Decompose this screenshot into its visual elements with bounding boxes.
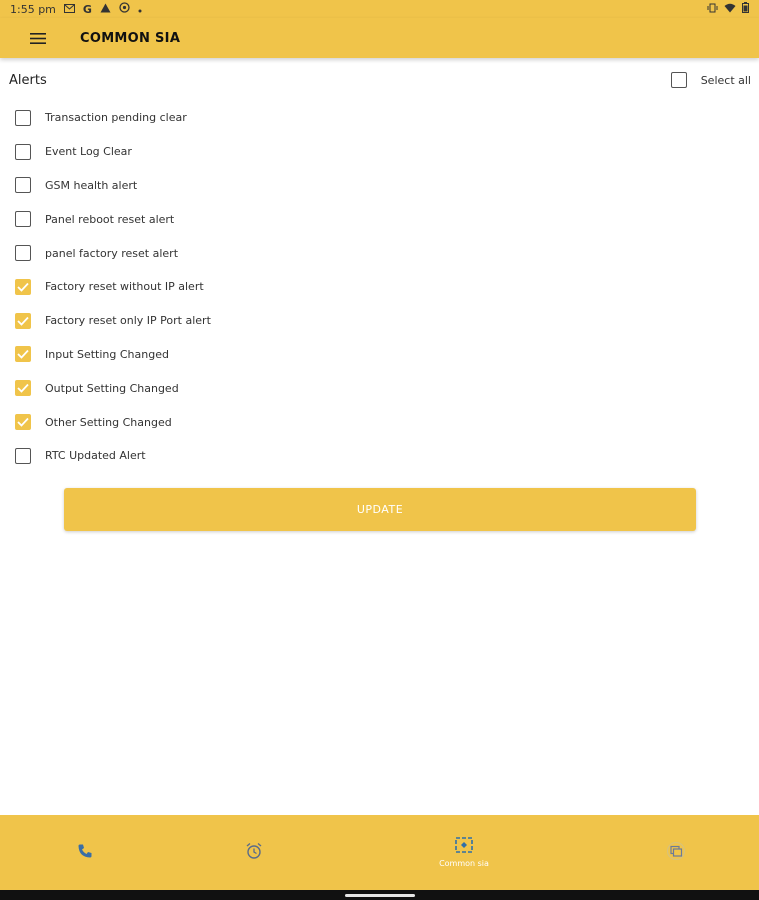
alert-item[interactable] [0, 202, 759, 236]
alert-item[interactable] [0, 270, 759, 304]
nav-item-common-sia[interactable] [424, 815, 504, 890]
alert-checkbox[interactable] [15, 110, 31, 126]
alert-label: Transaction pending clear [45, 111, 187, 125]
alert-label: Event Log Clear [45, 145, 132, 159]
alert-label: Input Setting Changed [45, 347, 169, 361]
status-right [707, 2, 749, 16]
alert-checkbox[interactable] [15, 279, 31, 295]
alert-checkbox[interactable] [15, 380, 31, 396]
alert-label: Other Setting Changed [45, 415, 172, 429]
select-all-label: Select all [700, 73, 751, 87]
alert-checkbox[interactable] [15, 414, 31, 430]
dot-icon [138, 3, 142, 16]
alert-checkbox[interactable] [15, 245, 31, 261]
battery-icon [742, 2, 749, 16]
vibrate-icon [707, 3, 718, 16]
alert-label: Factory reset without IP alert [45, 280, 204, 294]
alarm-clock-icon [245, 842, 263, 864]
update-button[interactable]: UPDATE [64, 488, 696, 531]
alert-checkbox[interactable] [15, 346, 31, 362]
nav-label-common-sia: Common sia [439, 859, 489, 868]
alert-label: Output Setting Changed [45, 381, 179, 395]
alert-item[interactable] [0, 169, 759, 203]
alert-label: Factory reset only IP Port alert [45, 314, 211, 328]
nav-item-alarm[interactable] [224, 815, 284, 890]
nav-item-phone[interactable] [55, 815, 115, 890]
alert-item[interactable] [0, 304, 759, 338]
select-all-toggle[interactable] [671, 72, 751, 88]
alert-label: panel factory reset alert [45, 246, 179, 260]
app-bar [0, 18, 759, 58]
common-sia-icon [455, 837, 473, 857]
alert-item[interactable] [0, 371, 759, 405]
hamburger-icon [30, 33, 46, 44]
at-icon [119, 2, 130, 16]
alert-item[interactable] [0, 405, 759, 439]
select-all-checkbox[interactable] [671, 72, 687, 88]
alert-item[interactable] [0, 338, 759, 372]
alert-checkbox[interactable] [15, 177, 31, 193]
alert-label: GSM health alert [45, 178, 138, 192]
gesture-nav-area [0, 890, 759, 900]
status-bar [0, 0, 759, 18]
nav-item-cards[interactable] [646, 815, 706, 890]
gesture-handle[interactable] [345, 894, 415, 897]
alert-label: Panel reboot reset alert [45, 212, 175, 226]
alert-checkbox[interactable] [15, 313, 31, 329]
menu-button[interactable] [18, 18, 58, 58]
alert-item[interactable] [0, 135, 759, 169]
alert-label: RTC Updated Alert [45, 449, 146, 463]
alert-item[interactable] [0, 236, 759, 270]
alert-checkbox[interactable] [15, 144, 31, 160]
alerts-title: Alerts [9, 72, 47, 88]
alert-checkbox[interactable] [15, 448, 31, 464]
alert-triangle-icon [100, 3, 111, 16]
cards-icon [665, 842, 687, 864]
phone-icon [77, 843, 93, 863]
alert-list [0, 101, 759, 473]
status-time: 1:55 pm [10, 2, 56, 16]
bottom-nav [0, 815, 759, 890]
wifi-icon [724, 3, 736, 16]
google-icon: G [82, 2, 92, 16]
alert-checkbox[interactable] [15, 211, 31, 227]
alerts-header [0, 58, 759, 102]
status-left [10, 2, 142, 16]
alert-item[interactable] [0, 101, 759, 135]
page-title: COMMON SIA [80, 30, 181, 46]
msg-icon [64, 3, 75, 16]
alert-item[interactable] [0, 439, 759, 473]
